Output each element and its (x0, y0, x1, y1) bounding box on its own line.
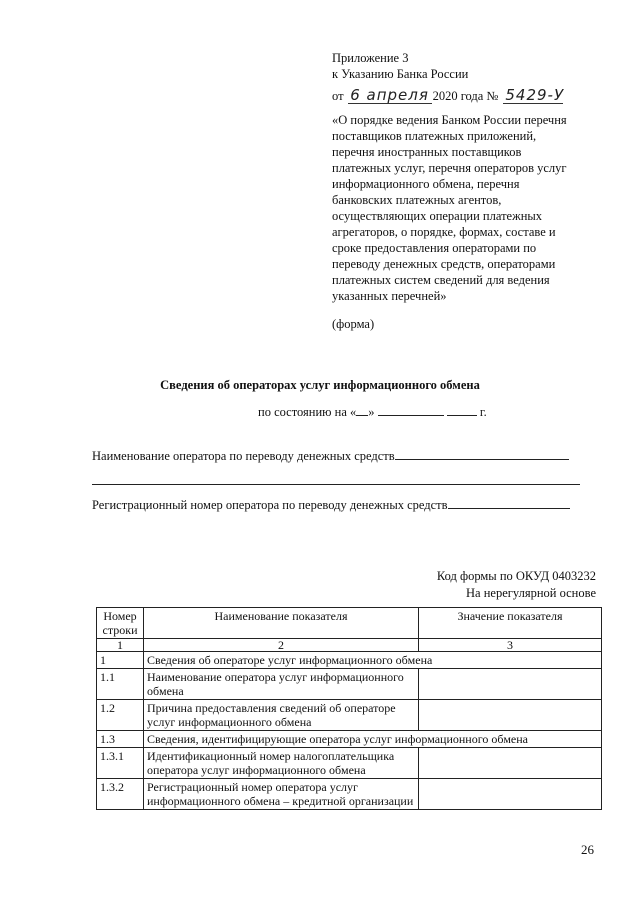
handwritten-number: 5429-У (505, 86, 565, 104)
indicator-name: Наименование оператора услуг информационного обмена (144, 669, 419, 700)
operator-name-field (92, 447, 569, 464)
column-number: 3 (419, 639, 602, 652)
row-number: 1.1 (97, 669, 144, 700)
table-header-row (97, 608, 602, 639)
quote-line: перечня иностранных поставщиков (332, 145, 522, 159)
quote-line: банковских платежных агентов, (332, 193, 502, 207)
operator-name-label: Наименование оператора по переводу денежных средств (92, 449, 395, 463)
indicator-value-cell[interactable] (419, 779, 602, 810)
indicator-value-cell[interactable] (419, 669, 602, 700)
column-number: 1 (97, 639, 144, 652)
row-number: 1 (97, 652, 144, 669)
quote-line: агрегаторов, о порядке, формах, составе и (332, 225, 556, 239)
row-number: 1.2 (97, 700, 144, 731)
appendix-date-line (332, 88, 602, 104)
table-row (97, 652, 602, 669)
row-number: 1.3.1 (97, 748, 144, 779)
form-label: (форма) (332, 317, 375, 331)
indicator-value-cell[interactable] (419, 748, 602, 779)
table-row (97, 700, 602, 731)
header-indicator-name: Наименование показателя (144, 608, 419, 639)
as-of-suffix: г. (479, 405, 487, 419)
section-title: Сведения об операторе услуг информационного обмена (144, 652, 602, 669)
header-row-number: Номер строки (97, 608, 144, 639)
as-of-mid: » (368, 405, 375, 419)
form-code: Код формы по ОКУД 0403232 (436, 569, 596, 583)
operator-name-blank[interactable] (395, 447, 569, 460)
quote-line: осуществляющих операции платежных (332, 209, 543, 223)
operator-name-continuation-line[interactable] (92, 484, 580, 485)
indicators-table (96, 607, 602, 810)
frequency-note: На нерегулярной основе (466, 586, 596, 600)
year-blank[interactable] (447, 403, 477, 416)
table-row (97, 669, 602, 700)
date-year: 2020 года № (432, 89, 499, 103)
quote-line: сроке предоставления операторами по (332, 241, 537, 255)
page-number: 26 (581, 842, 594, 857)
registration-number-blank[interactable] (448, 496, 570, 509)
appendix-number: Приложение 3 (332, 51, 409, 65)
handwritten-date: 6 апреля (348, 88, 432, 104)
table-row (97, 748, 602, 779)
quote-line: переводу денежных средств, операторами (332, 257, 556, 271)
quote-line: информационного обмена, перечня (332, 177, 520, 191)
column-number: 2 (144, 639, 419, 652)
table-row (97, 731, 602, 748)
row-number: 1.3 (97, 731, 144, 748)
quote-line: платежных систем сведений для ведения (332, 273, 550, 287)
table-row (97, 779, 602, 810)
quote-line: платежных услуг, перечня операторов услуг (332, 161, 567, 175)
day-blank[interactable] (356, 403, 368, 416)
as-of-date-line (258, 403, 487, 420)
document-title: Сведения об операторах услуг информационного обмена (160, 378, 480, 392)
indicator-name: Регистрационный номер оператора услуг информационного обмена – кредитной организации (144, 779, 419, 810)
row-number: 1.3.2 (97, 779, 144, 810)
quote-line: поставщиков платежных приложений, (332, 129, 537, 143)
registration-number-field (92, 496, 570, 513)
indicator-value-cell[interactable] (419, 700, 602, 731)
date-prefix: от (332, 89, 344, 103)
section-title: Сведения, идентифицирующие оператора услуг информационного обмена (144, 731, 602, 748)
as-of-prefix: по состоянию на « (258, 405, 357, 419)
appendix-reference: к Указанию Банка России (332, 67, 469, 81)
header-indicator-value: Значение показателя (419, 608, 602, 639)
column-number-row (97, 639, 602, 652)
quote-line: указанных перечней» (332, 289, 447, 303)
quote-line: «О порядке ведения Банком России перечня (332, 113, 567, 127)
registration-number-label: Регистрационный номер оператора по переводу денежных средств (92, 498, 448, 512)
month-blank[interactable] (378, 403, 444, 416)
appendix-block (332, 50, 602, 332)
appendix-quote (332, 112, 602, 304)
indicator-name: Идентификационный номер налогоплательщика оператора услуг информационного обмена (144, 748, 419, 779)
indicator-name: Причина предоставления сведений об операторе услуг информационного обмена (144, 700, 419, 731)
